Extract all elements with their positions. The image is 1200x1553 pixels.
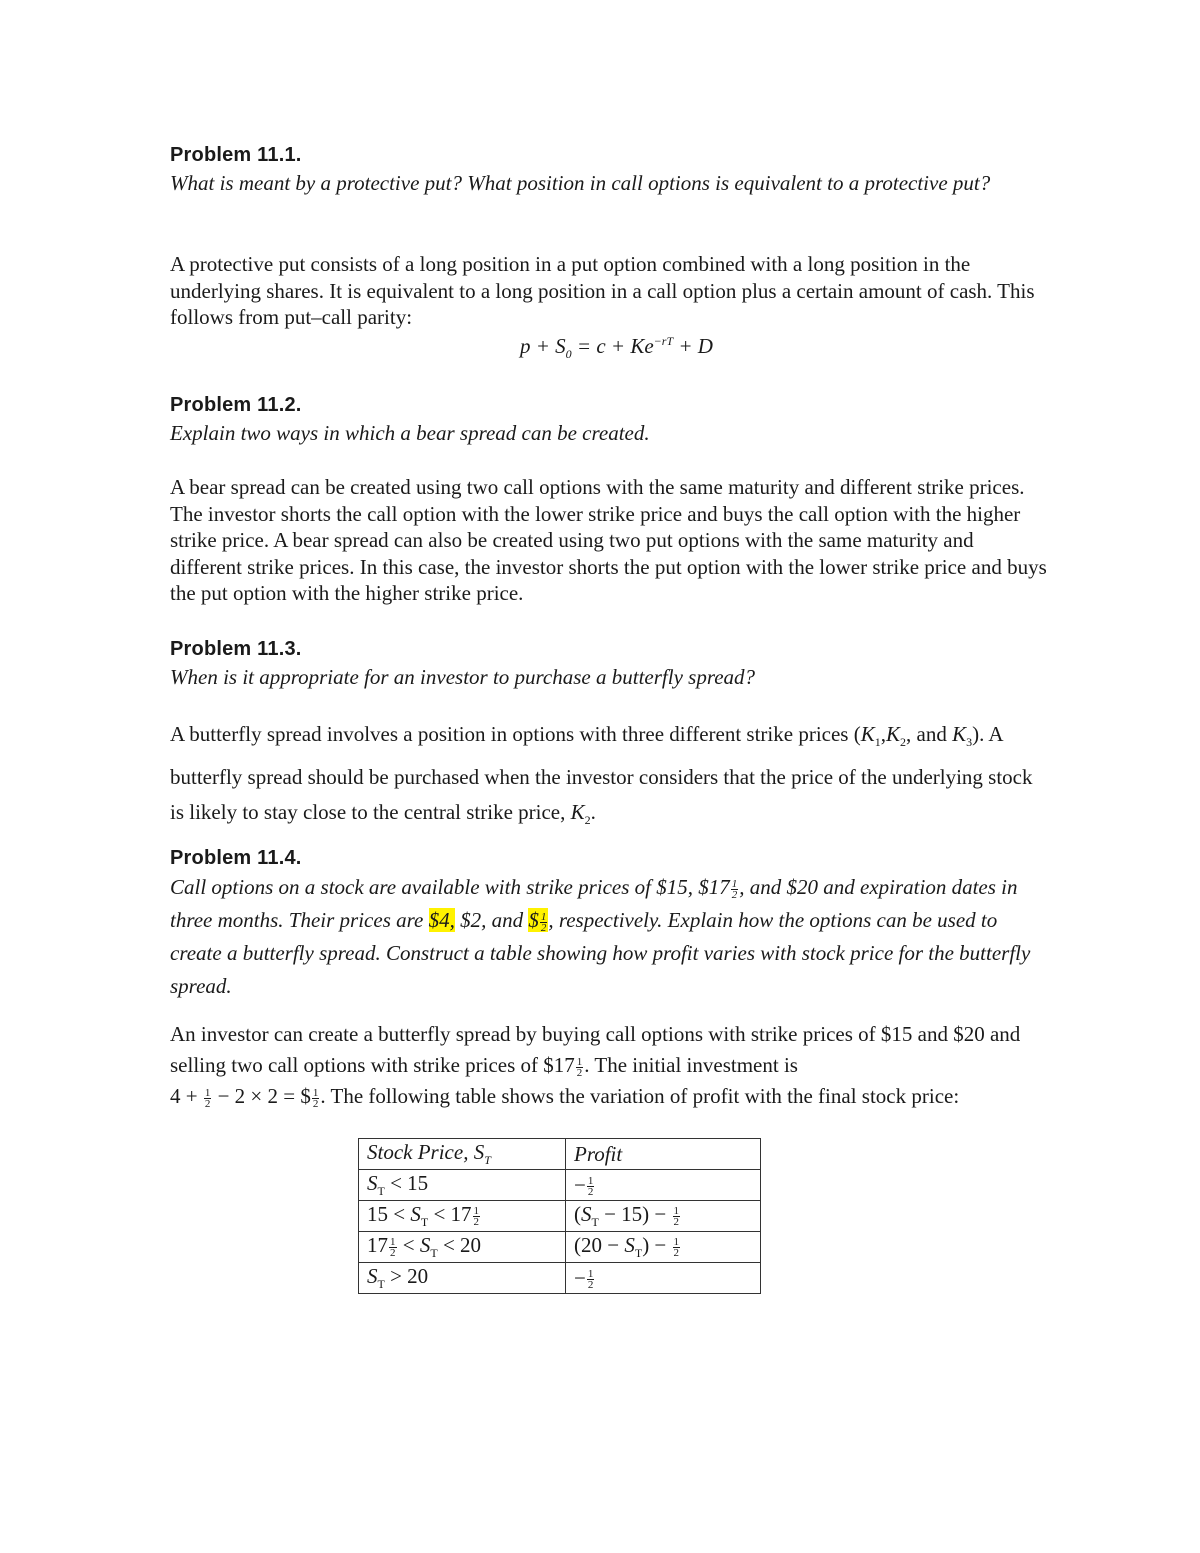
problem-11-4-heading: Problem 11.4. <box>170 847 302 869</box>
table-cell: $(S_T - 15)$ − $\frac{1}{2}$ <box>566 1201 761 1232</box>
problem-11-1-heading: Problem 11.1. <box>170 144 302 166</box>
table-row <box>359 1232 761 1263</box>
table-cell: − $\frac{1}{2}$ <box>566 1263 761 1294</box>
highlight-price-half: $ $\frac{1}{2}$ <box>528 908 547 934</box>
problem-11-1-answer: A protective put consists of a long position in a put option combined with a long position in the underlying shares. It is equivalent to a long position in a call option plus a certain amount of cash. This follows from put–call parity: <box>170 252 1035 329</box>
header-stock-price: Stock Price, $S_T$ <box>359 1139 566 1170</box>
table-row <box>359 1263 761 1294</box>
problem-11-3-question: When is it appropriate for an investor to purchase a butterfly spread? <box>170 665 756 689</box>
problem-11-4-answer: An investor can create a butterfly spread by buying call options with strike prices of $15 and $20 and selling two call options with strike prices of $17 $\frac{1}{2}$ . The initial investment is 4 + $\frac{1}{2}$ − 2 × 2 = $ $\frac{1}{2}$ . The following table shows the variation of profit with the final stock price: <box>170 1022 1021 1110</box>
highlight-price-4: $4, <box>428 908 455 932</box>
table-cell: $S_T < 15$ <box>359 1170 566 1201</box>
put-call-parity-formula: $p + S_0 = c + Ke^{-rT} + D$ <box>520 334 713 362</box>
table-cell: $(20 - S_T)$ − $\frac{1}{2}$ <box>566 1232 761 1263</box>
problem-11-2-question: Explain two ways in which a bear spread can be created. <box>170 421 650 445</box>
problem-11-2-answer: A bear spread can be created using two call options with the same maturity and different strike prices. The investor shorts the call option with the lower strike price and buys the call option with the higher strike price. A bear spread can also be created using two put options with the same maturity and different strike prices. In this case, the investor shorts the put option with the lower strike price and buys the put option with the higher strike price. <box>170 475 1047 605</box>
table-row <box>359 1201 761 1232</box>
table-cell: $S_T > 20$ <box>359 1263 566 1294</box>
problem-11-2-heading: Problem 11.2. <box>170 394 302 416</box>
problem-11-3-heading: Problem 11.3. <box>170 638 302 660</box>
table-cell: 17 $\frac{1}{2}$ < $S_T < 20$ <box>359 1232 566 1263</box>
table-cell: $15 < S_T < 17$ $\frac{1}{2}$ <box>359 1201 566 1232</box>
problem-11-4-question: Call options on a stock are available with strike prices of $15, $17 $\frac{1}{2}$ , and $20 and expiration dates in three months. Their prices are $4, $2, and $ $\frac{1}{2}$ , respectively. Explain how the options can be used to create a butterfly spread. Construct a table showing how profit varies with stock price for the butterfly spread. <box>170 875 1031 998</box>
table-header-row <box>359 1139 761 1170</box>
problem-11-1-question: What is meant by a protective put? What position in call options is equivalent to a protective put? <box>170 171 991 195</box>
problem-11-3-answer: A butterfly spread involves a position in options with three different strike prices ($K_1,K_2$, and $K_3$). A butterfly spread should be purchased when the investor considers that the price of the underlying stock is likely to stay close to the central strike price, $K_2$. <box>170 722 1033 828</box>
header-profit: Profit <box>566 1139 761 1170</box>
table-row <box>359 1170 761 1201</box>
table-cell: − $\frac{1}{2}$ <box>566 1170 761 1201</box>
profit-table <box>358 1138 761 1294</box>
